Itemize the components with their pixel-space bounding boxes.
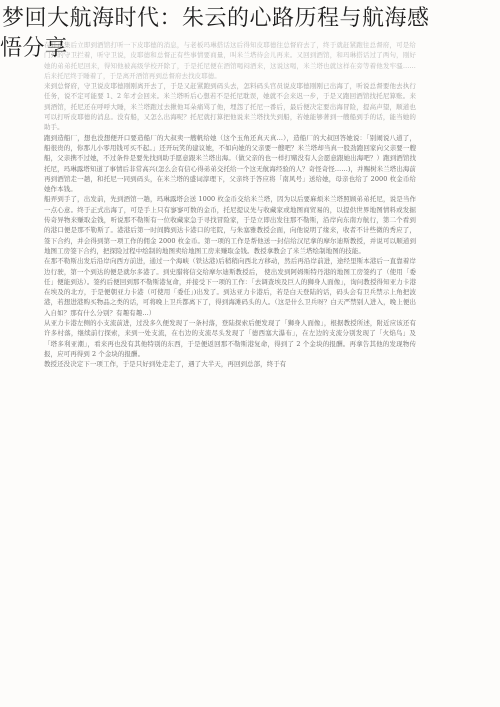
paragraph-3: 跑到造船厂，想也没想便开口要造船厂的大叔卖一艘帆给她（这个玉角还真天真…），造船厂的大叔回答她说：「别闹说八道了，船很贵的，你那儿小零用钱可买不起。」还开玩笑的建议她，不如向她的父亲要一艘吧？米兰塔却当真一股劲跑回家向父亲要一艘船，父亲携不过她，不过条件是要先找到助手愿意跟米兰塔出海。（做父亲的也一样打赌没有人会愿意跟她出海吧？）跑到酒馆找托尼，玛琳露塔知道了事情后非常高兴(怎么会有信心得弟弟交托给一个这无航海经验的人？奇怪奇怪……)，并赐树米兰塔出海前再到酒馆走一趟，和托尼一同到码头，在米兰塔的盛词淳理下，父亲终于答应将「南风号」送给她，母亲也给了 2000 枚金币给她作本钱。: [44, 133, 416, 194]
document-body: [44, 40, 416, 370]
paragraph-6: 从亚力卡港左侧的小支流前进，过没多久便发现了一条村落，登陆探索后便发现了「狮身人面像」，根据教授所述，附近应该还有许多村落，继续前行探索，来到一处支流，在右边的支流尽头发现了「德西塞大瀑布」，在左边的支流分别发现了「火焰鸟」及「塔多利亚潮」，看来再也没有其他特别的东西，于是便返回那不勒斯港复命，得到了 2 个金块的报酬。再拿告其他的发现物传报，应可再得到 2 个金块的报酬。: [44, 319, 416, 358]
paragraph-1: 在开市集后立即到酒馆打听一下皮耶德的消息，与老板玛琳搭话这后得知皮耶德往总督府去了，终于就赶紧跑往总督府，可是给门外的守卫拦着，听守卫说，皮耶德和总督正有些事情要商量，叫米兰塔待会儿再来。又回到酒馆，和玛琳搭话过了两句，刚好她的弟弟托尼回来，得知他被高级学校开除了，于是托尼便在酒馆喝闷酒来，这说这喝，米兰塔也就这样在旁等着他发牢骚……后来托尼终于睡着了，于是离开酒馆再到总督府去找皮耶德。: [44, 41, 416, 80]
title-line-1: 梦回大航海时代：朱云的心路历程与航海感: [2, 6, 430, 31]
paragraph-4: 船弄到手了，出发前，先到酒馆一趟，玛琳露塔会送 1000 枚金币交给米兰塔，因为以后要麻烦米兰塔照顾弟弟托尼，说是当作一点心意。终于正式出海了，可是手上只有寥寥可数的金币，托尼提议先与收藏家或地图商贸易的，以提供世界地图情料或发掘传奇异物来赚取金钱，听说那不勒斯有一位收藏家急于寻找冒险家，于是立即出发往那不勒斯，沿岸向东南方航行，第二个看到的港口便是那不勒斯了。港港后第一时间腾到达卡港口的宅院，与朱塞雅教授会面，向他说明了缘来，收者不计些微的秀应了，签下合约，并会得到第一项工作的佣金 2000 枚金币。第一项的工作是帮他送一封信给汉尼拿的摩尔迪斯教授，并说可以顺道到地图工房签下合约，把探险过程中绘制的地图卖给地图工房来赚取金钱。教授拿教会了米兰塔绘制地图的技能。: [44, 195, 416, 255]
article-title: [0, 4, 500, 64]
paragraph-5: 在那不勒斯出发后沿岸向西方前进，通过一个海峡（铁达港)后稍稍向西北方移动，然后再沿岸前进，途经里斯本港后一直靠着岸边行驶，第一个到达的便是就尔多港了。到史腊将信交给摩尔迪斯教授后， 使出发到阿姆斯特丹港的地图工房签约了（使用「委任」便能到达）。签约后便回到那不勒斯港复命，并接受下一项的工作：「去调查埃及巨人的狮身人面像」，询问教授得知亚力卡港在埃及的北方，于是便朝亚力卡港（可使用「委任」)出发了。到达亚力卡港后，若是白天登陆的话，码头会有卫兵禁示上角把波港，若想进港购买物品之类的话，可将晚上卫兵都离下了，得到海滩码头的人。（这是什么卫兵呀？白天严禁别人进入，晚上便出入自如？那有什么分别？有趣有趣…）: [44, 257, 416, 317]
paragraph-7: 教授还没决定下一项工作，于是只好到处走走了，遇了大半天，再回到总部，终于有: [44, 360, 287, 369]
title-line-2: 悟分享: [0, 36, 68, 61]
paragraph-2: 来到总督府，守卫说皮耶德刚刚离开去了，于是又赶紧跑到码头去，怎料码头官员说皮耶德刚刚已出海了，听说总督要他去执行任务，说不定可能要 1、2 年才会回来。米兰塔听后心想若不是托尼耽误，她就不会来迟一步，于是又跑回酒馆找托尼算账。来到酒馆，托尼还在呼呼大睡，米兰塔跑过去揪他耳朵痛骂了他，埋怨了托尼一番后，最后便决定要出海冒险，提高声望，顺道也可以打听皮耶德的消息。没有船，又怎么出海呢？托尼就打算把他说来兰塔找失到船，若她能够著到一艘船到手的话，能当她的助手。: [44, 82, 416, 132]
